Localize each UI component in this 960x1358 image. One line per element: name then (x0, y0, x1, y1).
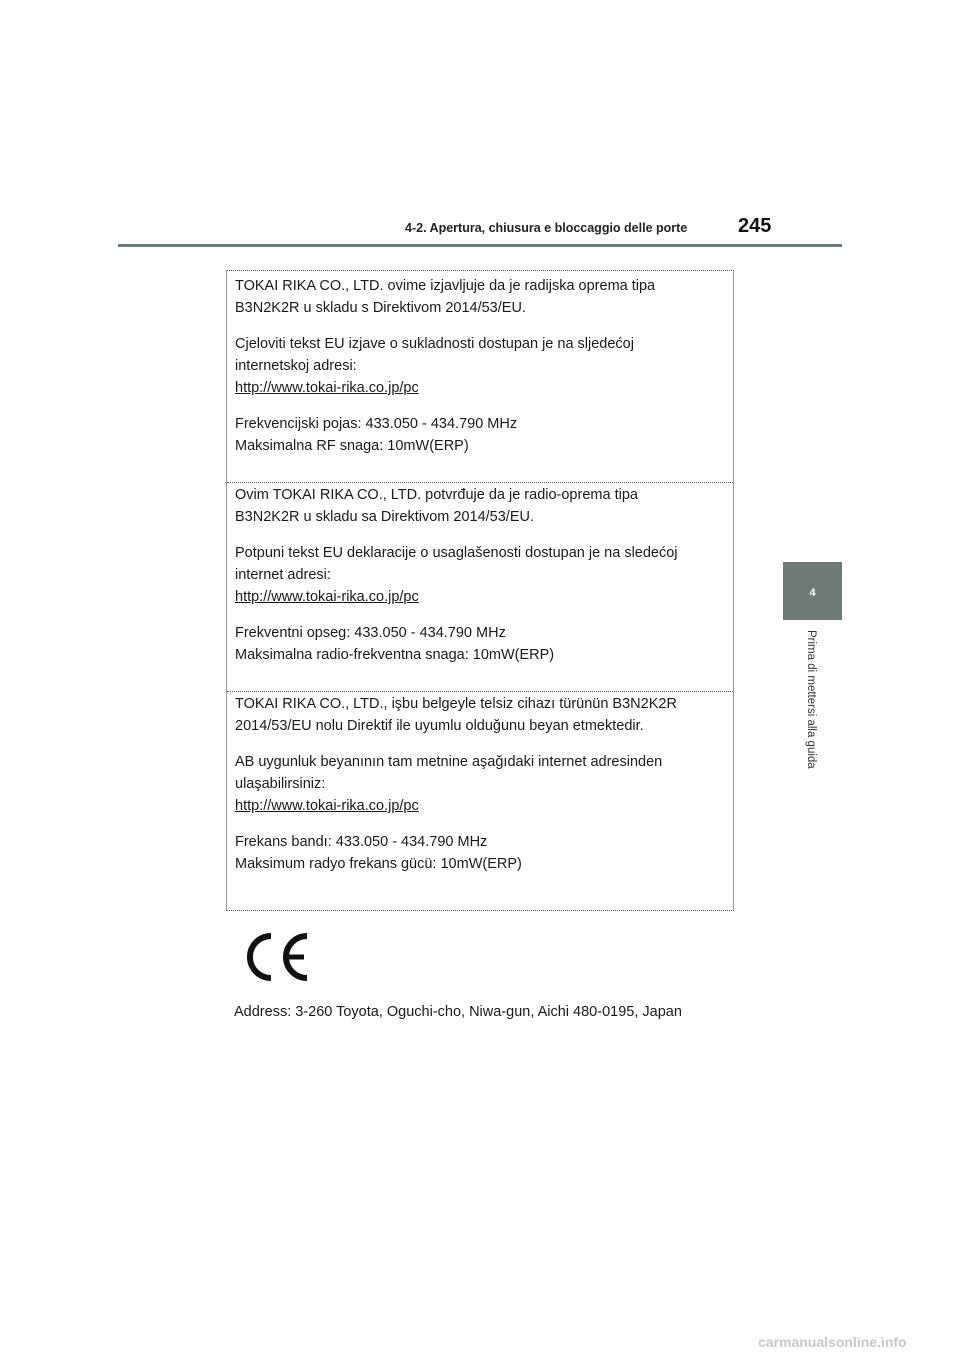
chapter-title: Prima di mettersi alla guida (805, 630, 817, 769)
declaration-link[interactable]: http://www.tokai-rika.co.jp/pc (235, 589, 419, 605)
declaration-croatian (227, 275, 733, 457)
declaration-serbian (227, 484, 733, 666)
declaration-link[interactable]: http://www.tokai-rika.co.jp/pc (235, 798, 419, 814)
declaration-text-line: Cjeloviti tekst EU izjave o sukladnosti dostupan je na sljedećoj (235, 336, 634, 352)
declaration-text-line: AB uygunluk beyanının tam metnine aşağıdaki internet adresinden (235, 754, 663, 770)
section-divider (227, 482, 733, 483)
frequency-band: Frekventni opseg: 433.050 - 434.790 MHz (235, 625, 506, 641)
ce-mark-icon (240, 932, 312, 982)
section-title: 4-2. Apertura, chiusura e bloccaggio delle porte (405, 221, 688, 235)
manufacturer-address: Address: 3-260 Toyota, Oguchi-cho, Niwa-gun, Aichi 480-0195, Japan (234, 1004, 682, 1020)
page-number: 245 (738, 215, 772, 237)
declaration-text-line: internetskoj adresi: (235, 358, 357, 374)
declaration-text-line: ulaşabilirsiniz: (235, 776, 326, 792)
max-power: Maksimalna RF snaga: 10mW(ERP) (235, 438, 469, 454)
declaration-text-line: B3N2K2R u skladu s Direktivom 2014/53/EU. (235, 300, 526, 316)
declaration-box (226, 270, 734, 911)
chapter-tab (783, 562, 842, 620)
max-power: Maksimum radyo frekans gücü: 10mW(ERP) (235, 856, 522, 872)
header-rule (118, 244, 842, 247)
declaration-text-line: TOKAI RIKA CO., LTD. ovime izjavljuje da je radijska oprema tipa (235, 278, 656, 294)
declaration-text-line: TOKAI RIKA CO., LTD., işbu belgeyle telsiz cihazı türünün B3N2K2R (235, 696, 677, 712)
declaration-text-line: Ovim TOKAI RIKA CO., LTD. potvrđuje da je radio-oprema tipa (235, 487, 638, 503)
declaration-text-line: Potpuni tekst EU deklaracije o usaglašenosti dostupan je na sledećoj (235, 545, 678, 561)
max-power: Maksimalna radio-frekventna snaga: 10mW(ERP) (235, 647, 555, 663)
frequency-band: Frekans bandı: 433.050 - 434.790 MHz (235, 834, 488, 850)
chapter-number: 4 (809, 587, 816, 599)
watermark: carmanualsonline.info (758, 1334, 907, 1350)
declaration-turkish (227, 693, 733, 875)
declaration-text-line: B3N2K2R u skladu sa Direktivom 2014/53/EU. (235, 509, 535, 525)
declaration-text-line: internet adresi: (235, 567, 331, 583)
frequency-band: Frekvencijski pojas: 433.050 - 434.790 MHz (235, 416, 518, 432)
section-divider (227, 691, 733, 692)
declaration-text-line: 2014/53/EU nolu Direktif ile uyumlu olduğunu beyan etmektedir. (235, 718, 644, 734)
declaration-link[interactable]: http://www.tokai-rika.co.jp/pc (235, 380, 419, 396)
